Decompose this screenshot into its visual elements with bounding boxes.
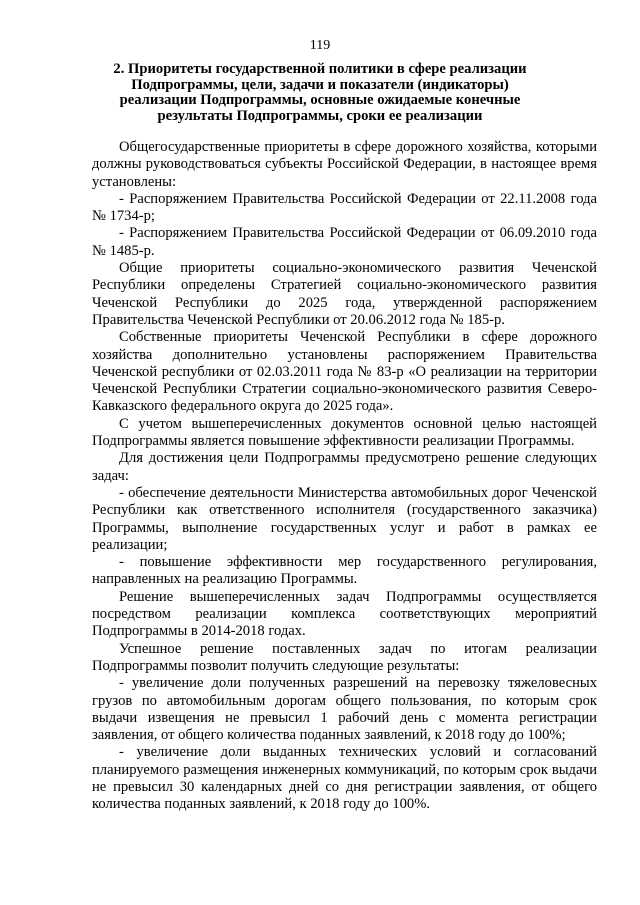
paragraph-tasks-intro: Для достижения цели Подпрограммы предусмотрено решение следующих задач: xyxy=(92,450,597,484)
body-text xyxy=(92,139,597,814)
page-number: 119 xyxy=(309,38,331,53)
list-item-task-2: - повышение эффективности мер государственного регулирования, направленных на реализацию Программы. xyxy=(92,554,597,588)
list-item-result-2: - увеличение доли выданных технических условий и согласований планируемого размещения инженерных коммуникаций, по которым срок выдачи не превысил 30 календарных дней со дня регистрации заявления, от общего количества поданных заявлений, к 2018 году до 100%. xyxy=(92,744,597,813)
paragraph-own-priorities: Собственные приоритеты Чеченской Республики в сфере дорожного хозяйства дополнительно установлены распоряжением Правительства Чеченской республики от 02.03.2011 года № 83-р «О реализации на территории Чеченской Республики Стратегии социально-экономического развития Северо-Кавказского федерального округа до 2025 года». xyxy=(92,329,597,415)
section-heading: 2. Приоритеты государственной политики в сфере реализации Подпрограммы, цели, задачи и показатели (индикаторы) реализации Подпрограммы, основные ожидаемые конечные результаты Подпрограммы, сроки ее реализации xyxy=(113,61,527,124)
list-item-decree-1734: - Распоряжением Правительства Российской Федерации от 22.11.2008 года № 1734-р; xyxy=(92,190,597,225)
paragraph-main-goal: С учетом вышеперечисленных документов основной целью настоящей Подпрограммы является повышение эффективности реализации Программы. xyxy=(92,415,597,450)
list-item-result-1: - увеличение доли полученных разрешений на перевозку тяжеловесных грузов по автомобильным дорогам общего пользования, по которым срок выдачи извещения не превысил 1 рабочий день с момента регистрации заявления, от общего количества поданных заявлений, к 2018 году до 100%; xyxy=(92,675,597,744)
list-item-decree-1485: - Распоряжением Правительства Российской Федерации от 06.09.2010 года № 1485-р. xyxy=(92,225,597,259)
paragraph-results-intro: Успешное решение поставленных задач по итогам реализации Подпрограммы позволит получить следующие результаты: xyxy=(92,640,597,674)
paragraph-tasks-solution: Решение вышеперечисленных задач Подпрограммы осуществляется посредством реализации комплекса соответствующих мероприятий Подпрограммы в 2014-2018 годах. xyxy=(92,588,597,640)
list-item-task-1: - обеспечение деятельности Министерства автомобильных дорог Чеченской Республики как ответственного исполнителя (государственного заказчика) Программы, выполнение государственных услуг и работ в рамках ее реализации; xyxy=(92,484,597,553)
paragraph-priorities-intro: Общегосударственные приоритеты в сфере дорожного хозяйства, которыми должны руководствоваться субъекты Российской Федерации, в настоящее время установлены: xyxy=(92,139,597,190)
paragraph-general-priorities: Общие приоритеты социально-экономического развития Чеченской Республики определены Стратегией социально-экономического развития Чеченской Республики до 2025 года, утвержденной распоряжением Правительства Чеченской Республики от 20.06.2012 года № 185-р. xyxy=(92,260,597,328)
